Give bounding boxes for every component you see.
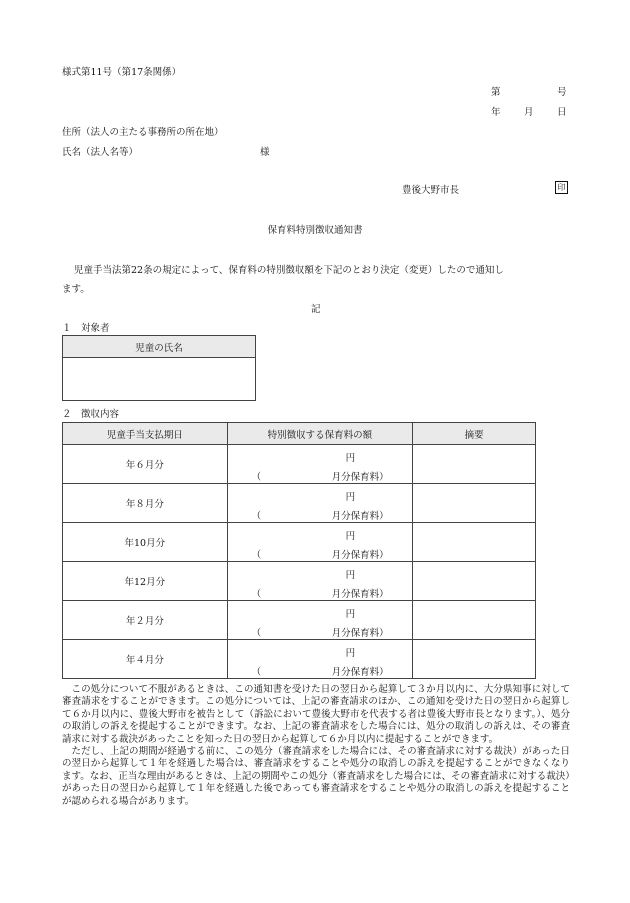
table-row	[63, 484, 536, 523]
seal-mark: 印	[555, 181, 568, 194]
target-child-table	[62, 335, 256, 401]
remarks-cell	[413, 484, 536, 523]
remarks-header: 摘要	[413, 423, 536, 445]
yen-unit: 円	[345, 531, 356, 542]
remarks-cell	[413, 445, 536, 484]
appeal-notice-paragraph-1: この処分について不服があるときは、この通知書を受けた日の翌日から起算して３か月以内に、大分県知事に対して審査請求をすることができます。この処分については、上記の審査請求のほか、この通知を受けた日の翌日から起算して６か月以内に、豊後大野市を被告として（訴訟において豊後大野市を代表する者は豊後大野市長となります。）、処分の取消しの訴えを提起することができます。なお、上記の審査請求をした場合には、処分の取消しの訴えは、その審査請求に対する裁決があったことを知った日の翌日から起算して６か月以内に提起することができます。	[62, 684, 570, 745]
yen-unit: 円	[345, 609, 356, 620]
section-1-heading: １ 対象者	[62, 323, 110, 334]
yen-unit: 円	[345, 648, 356, 659]
monthly-fee-note: 月分保育料）	[331, 511, 389, 522]
payment-period: 年12月分	[63, 562, 228, 601]
open-paren: （	[251, 550, 262, 561]
payment-period: 年８月分	[63, 484, 228, 523]
official-seal	[555, 181, 568, 194]
collection-amount-header: 特別徴収する保育料の額	[227, 423, 413, 445]
form-number-label: 様式第11号（第17条関係）	[62, 67, 182, 78]
yen-unit: 円	[345, 570, 356, 581]
issuer-name: 豊後大野市長	[402, 185, 460, 196]
appeal-notice	[62, 684, 570, 808]
open-paren: （	[251, 589, 262, 600]
child-name-header: 児童の氏名	[63, 336, 256, 358]
amount-cell	[227, 640, 413, 679]
intro-line-1: 児童手当法第22条の規定によって、保育料の特別徴収額を下記のとおり決定（変更）したので通知し	[74, 265, 504, 276]
section-2-heading: ２ 徴収内容	[62, 409, 120, 420]
payment-period: 年２月分	[63, 601, 228, 640]
open-paren: （	[251, 628, 262, 639]
monthly-fee-note: 月分保育料）	[331, 667, 389, 678]
amount-cell	[227, 445, 413, 484]
remarks-cell	[413, 523, 536, 562]
honorific: 様	[260, 147, 270, 158]
payment-period: 年４月分	[63, 640, 228, 679]
monthly-fee-note: 月分保育料）	[331, 472, 389, 483]
amount-cell	[227, 562, 413, 601]
date-month: 月	[524, 107, 534, 118]
amount-cell	[227, 484, 413, 523]
document-number-suffix: 号	[557, 87, 567, 98]
table-row	[63, 640, 536, 679]
payment-period: 年10月分	[63, 523, 228, 562]
name-label: 氏名（法人名等）	[62, 147, 139, 158]
address-label: 住所（法人の主たる事務所の所在地）	[62, 127, 224, 138]
appeal-notice-paragraph-2: ただし、上記の期間が経過する前に、この処分（審査請求をした場合には、その審査請求に対する裁決）があった日の翌日から起算して１年を経過した場合は、審査請求をすることや処分の取消しの訴えを提起することができなくなります。なお、正当な理由があるときは、上記の期間やこの処分（審査請求をした場合には、その審査請求に対する裁決）があった日の翌日から起算して１年を経過した後であっても審査請求をすることや処分の取消しの訴えを提起することが認められる場合があります。	[62, 746, 570, 807]
amount-cell	[227, 523, 413, 562]
payment-date-header: 児童手当支払期日	[63, 423, 228, 445]
table-row	[63, 601, 536, 640]
document-number-prefix: 第	[491, 87, 501, 98]
table-row	[63, 523, 536, 562]
payment-period: 年６月分	[63, 445, 228, 484]
table-row	[63, 562, 536, 601]
monthly-fee-note: 月分保育料）	[331, 628, 389, 639]
amount-cell	[227, 601, 413, 640]
remarks-cell	[413, 640, 536, 679]
table-row	[63, 445, 536, 484]
remarks-cell	[413, 601, 536, 640]
child-name-cell	[63, 358, 256, 401]
date-year: 年	[491, 107, 501, 118]
open-paren: （	[251, 511, 262, 522]
monthly-fee-note: 月分保育料）	[331, 589, 389, 600]
date-day: 日	[557, 107, 567, 118]
document-title: 保育料特別徴収通知書	[267, 225, 363, 236]
remarks-cell	[413, 562, 536, 601]
yen-unit: 円	[345, 492, 356, 503]
collection-table	[62, 422, 536, 679]
monthly-fee-note: 月分保育料）	[331, 550, 389, 561]
open-paren: （	[251, 667, 262, 678]
intro-line-2: ます。	[62, 284, 90, 295]
ki-marker: 記	[311, 304, 321, 315]
open-paren: （	[251, 472, 262, 483]
yen-unit: 円	[345, 453, 356, 464]
